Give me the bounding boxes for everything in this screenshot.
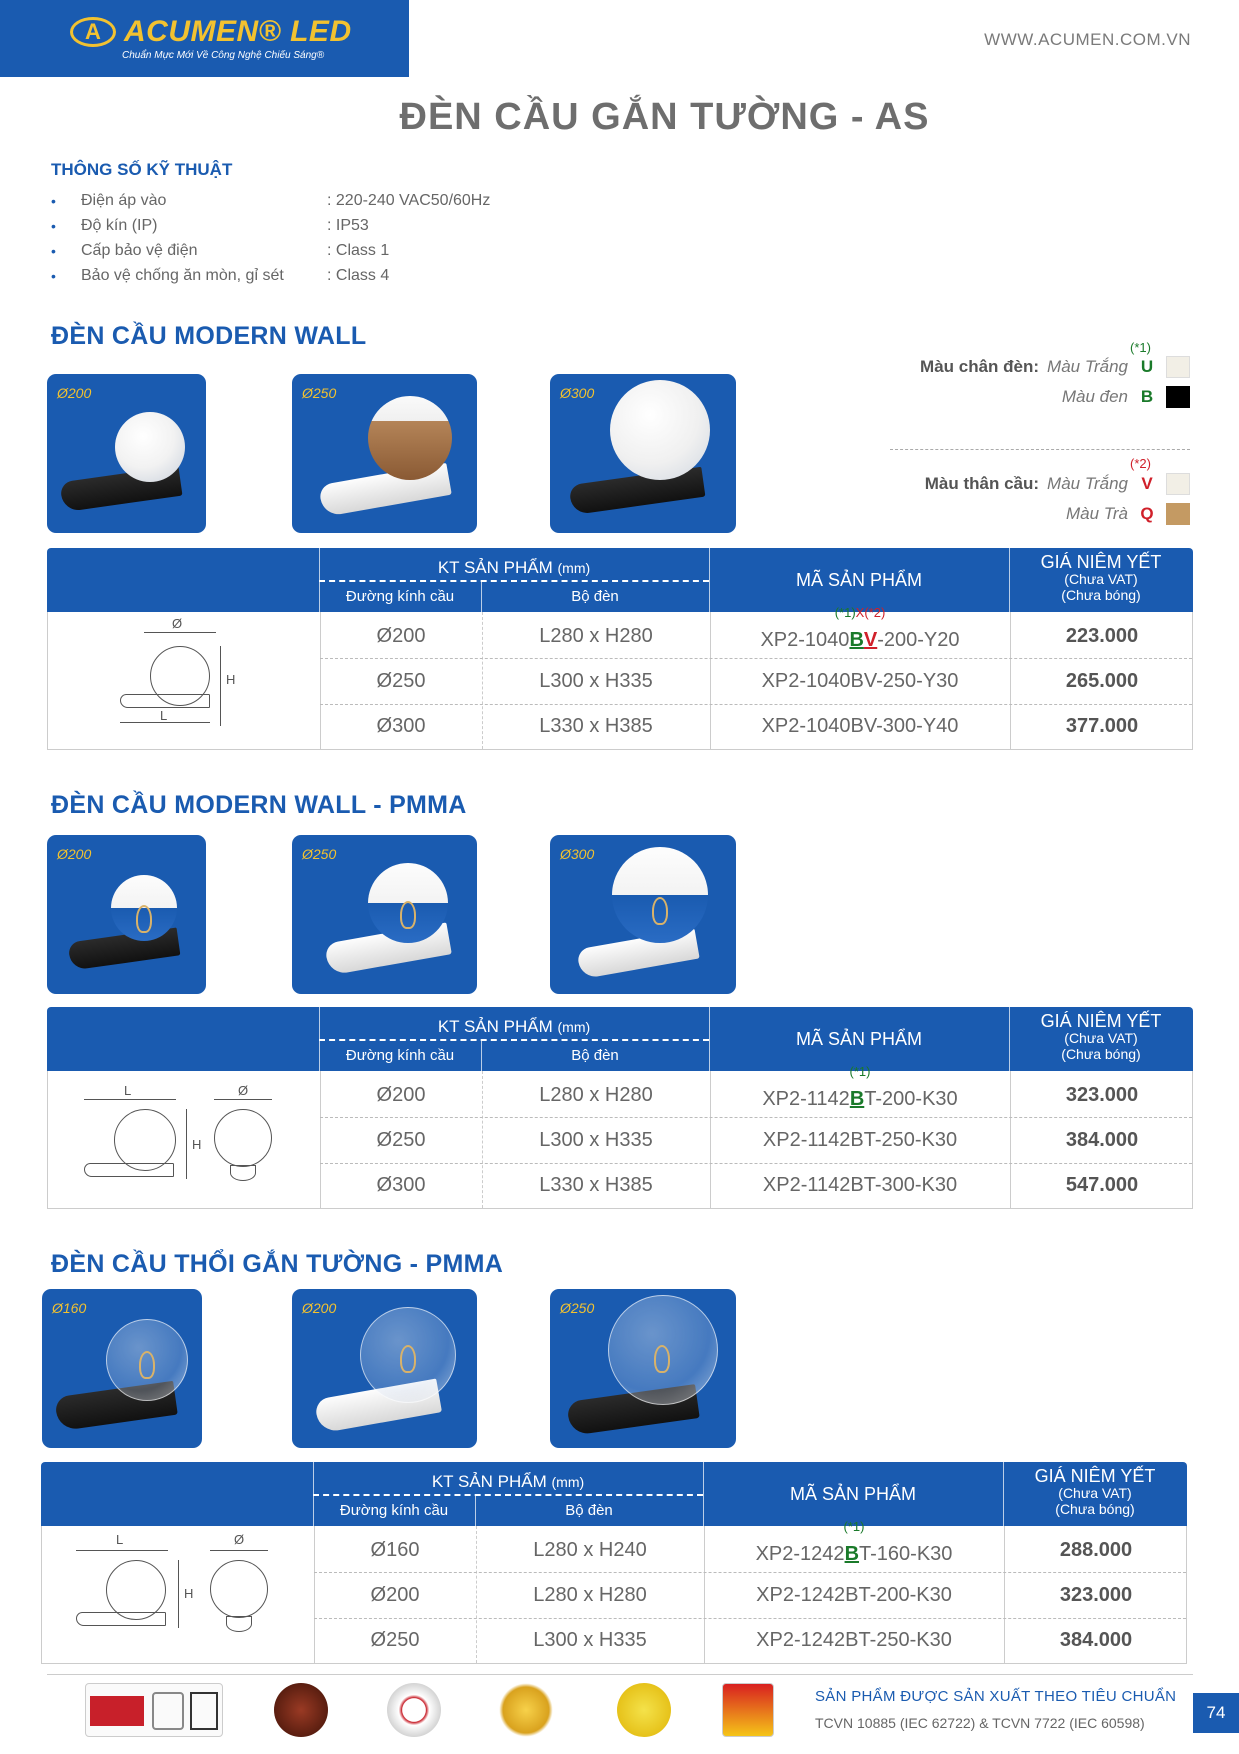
product-image: Ø250: [292, 835, 477, 994]
vietnam-award-badge: [722, 1683, 774, 1737]
section-title: ĐÈN CẦU MODERN WALL - PMMA: [51, 791, 467, 819]
star-award-icon: [387, 1683, 441, 1737]
standard-title: SẢN PHẨM ĐƯỢC SẢN XUẤT THEO TIÊU CHUẨN: [815, 1688, 1177, 1705]
product-image: Ø300: [550, 374, 736, 533]
brand-suffix: ® LED: [258, 15, 352, 48]
legend-row: Màu thân cầu: Màu Trắng V: [925, 473, 1190, 495]
spec-item: • Cấp bảo vệ điện : Class 1: [51, 241, 390, 259]
brand-logo: [0, 0, 409, 77]
color-swatch: [1166, 356, 1190, 378]
lamp-globe: [368, 396, 452, 480]
acumen-logo-icon: A: [70, 17, 116, 47]
section-title: ĐÈN CẦU THỔI GẮN TƯỜNG - PMMA: [51, 1250, 504, 1278]
color-swatch: [1166, 386, 1190, 408]
bulb-icon: [400, 901, 416, 929]
bullet-icon: •: [51, 242, 56, 259]
product-table: [47, 548, 1193, 750]
spec-item: • Điện áp vào : 220-240 VAC50/60Hz: [51, 191, 491, 209]
product-image: Ø300: [550, 835, 736, 994]
spec-item: • Bảo vệ chống ăn mòn, gỉ sét : Class 4: [51, 266, 390, 284]
table-header: KT SẢN PHẨM (mm) Đường kính cầu Bộ đèn MÃ SẢN PHẨM GIÁ NIÊM YẾT (Chưa VAT) (Chưa bóng): [47, 548, 1193, 612]
product-image: Ø250: [292, 374, 477, 533]
bulb-icon: [139, 1351, 155, 1379]
standard-codes: TCVN 10885 (IEC 62722) & TCVN 7722 (IEC 60598): [815, 1715, 1145, 1731]
quality-award-icon: [499, 1683, 553, 1737]
page-title: ĐÈN CẦU GẮN TƯỜNG - AS: [399, 96, 930, 138]
product-image: Ø200: [292, 1289, 477, 1448]
brand-name: ACUMEN: [124, 15, 259, 48]
page-number: 74: [1193, 1693, 1239, 1733]
section-title: ĐÈN CẦU MODERN WALL: [51, 322, 367, 350]
brand-award-icon: [617, 1683, 671, 1737]
divider: [47, 1674, 1193, 1675]
bullet-icon: •: [51, 217, 56, 234]
product-image: Ø200: [47, 835, 206, 994]
bulb-icon: [136, 905, 152, 933]
bulb-icon: [400, 1345, 416, 1373]
spec-item: • Độ kín (IP) : IP53: [51, 216, 369, 234]
table-body: Ø H L Ø200 L280 x H280 (*1)X(*2) XP2-1040BV-200-Y20 223.000 Ø250 L300 x H335 XP2-1040BV-250-Y30 265.000 Ø300 L330 x H385 XP2-1040BV-300-Y40 377.000: [47, 612, 1193, 750]
bullet-icon: •: [51, 192, 56, 209]
color-swatch: [1166, 473, 1190, 495]
iso-certification-badge: [85, 1683, 223, 1737]
bulb-icon: [654, 1345, 670, 1373]
product-image: Ø200: [47, 374, 206, 533]
table-header: KT SẢN PHẨM (mm) Đường kính cầu Bộ đèn MÃ SẢN PHẨM GIÁ NIÊM YẾT (Chưa VAT) (Chưa bóng): [41, 1462, 1187, 1526]
brand-tagline: Chuẩn Mực Mới Về Công Nghệ Chiếu Sáng®: [122, 50, 325, 61]
legend-row: Màu chân đèn: Màu Trắng U: [920, 356, 1190, 378]
divider: [890, 449, 1190, 450]
legend-row: Màu Trà Q: [1066, 503, 1190, 525]
table-body: L H Ø Ø160 L280 x H240 (*1) XP2-1242BT-160-K30 288.000 Ø200 L280 x H280 XP2-1242BT-200-K30 323.000 Ø250 L300 x H335 XP2-1242BT-250-K30 384.000: [41, 1526, 1187, 1664]
spec-list: [51, 188, 490, 288]
product-table: [47, 1007, 1193, 1209]
lamp-globe: [610, 380, 710, 480]
lamp-globe: [612, 847, 708, 943]
product-image: Ø160: [42, 1289, 202, 1448]
product-image: Ø250: [550, 1289, 736, 1448]
spec-heading: THÔNG SỐ KỸ THUẬT: [51, 160, 233, 179]
product-table: [41, 1462, 1187, 1664]
bulb-icon: [652, 897, 668, 925]
color-swatch: [1166, 503, 1190, 525]
gold-award-icon: [274, 1683, 328, 1737]
legend-row: Màu đen B: [1062, 386, 1190, 408]
bullet-icon: •: [51, 267, 56, 284]
website-link[interactable]: WWW.ACUMEN.COM.VN: [984, 30, 1191, 49]
lamp-globe: [115, 412, 185, 482]
table-body: L H Ø Ø200 L280 x H280 (*1) XP2-1142BT-200-K30 323.000 Ø250 L300 x H335 XP2-1142BT-250-K30 384.000 Ø300 L330 x H385 XP2-1142BT-300-K30 547.000: [47, 1071, 1193, 1209]
table-header: KT SẢN PHẨM (mm) Đường kính cầu Bộ đèn MÃ SẢN PHẨM GIÁ NIÊM YẾT (Chưa VAT) (Chưa bóng): [47, 1007, 1193, 1071]
